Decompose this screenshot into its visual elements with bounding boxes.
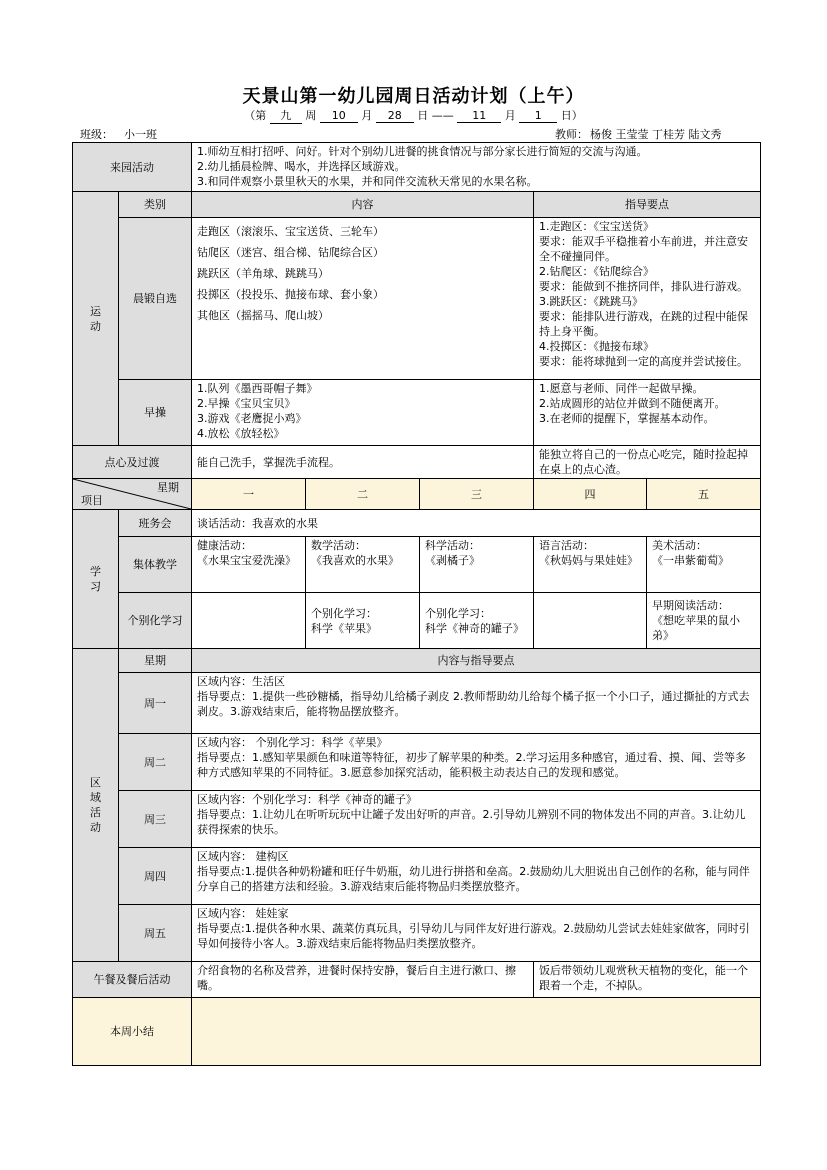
group-teaching-label: 集体教学	[119, 537, 192, 593]
area-day-header: 星期	[119, 649, 192, 673]
exercise-points	[534, 380, 761, 446]
guidance-line: 要求：能将球抛到一定的高度并尝试接住。	[539, 355, 748, 368]
week-prefix: （第	[244, 109, 267, 122]
start-day: 28	[376, 109, 414, 123]
morning-exercise-points	[534, 218, 761, 380]
lesson-name: 《水果宝宝爱洗澡》	[197, 554, 296, 567]
guidance-line: 1.愿意与老师、同伴一起做早操。	[539, 382, 704, 395]
lesson-type: 早期阅读活动：	[652, 599, 729, 612]
sports-points-header: 指导要点	[534, 192, 761, 218]
guidance-line: 3.跳跃区：《跳跳马》	[539, 295, 643, 308]
lesson-name: 《我喜欢的水果》	[311, 554, 399, 567]
group-lesson	[306, 537, 420, 593]
lesson-name: 科学《苹果》	[311, 621, 377, 635]
area-content: 区域内容：个别化学习：科学《神奇的罐子》	[197, 793, 417, 806]
study-label: 学习	[73, 510, 119, 649]
lesson-name: 《想吃苹果的鼠小弟》	[652, 614, 740, 642]
item-header-label: 项目	[81, 494, 103, 507]
plan-table	[72, 142, 761, 1066]
area-day: 周一	[119, 673, 192, 734]
arrival-line: 1.师幼互相打招呼、问好。针对个别幼儿进餐的挑食情况与部分家长进行简短的交流与沟通。	[197, 145, 648, 158]
guidance-line: 要求：能排队进行游戏，在跳的过程中能保持上身平衡。	[539, 310, 748, 338]
arrival-content	[192, 143, 761, 192]
area-points: 指导要点：1.感知苹果颜色和味道等特征，初步了解苹果的种类。2.学习运用多种感官，通过看、摸、闻、尝等多种方式感知苹果的不同特征。3.愿意参加探究活动，能积极主动表达自己的发现和感觉。	[197, 751, 746, 779]
individual-lesson	[306, 593, 420, 649]
summary-content[interactable]	[192, 998, 761, 1066]
snack-content: 能自己洗手，掌握洗手流程。	[192, 446, 534, 479]
snack-points: 能独立将自己的一份点心吃完，随时捡起掉在桌上的点心渣。	[534, 446, 761, 479]
end-month: 11	[457, 109, 501, 123]
end-day: 1	[519, 109, 557, 123]
morning-exercise-content	[192, 218, 534, 380]
day-tuesday: 二	[306, 479, 420, 510]
area-content: 区域内容：生活区	[197, 675, 285, 688]
exercise-zone: 钻爬区（迷宫、组合梯、钻爬综合区）	[197, 246, 384, 259]
arrival-line: 2.幼儿插晨检牌、喝水，并选择区域游戏。	[197, 160, 406, 173]
summary-label: 本周小结	[73, 998, 192, 1066]
morning-exercise-label: 晨锻自选	[119, 218, 192, 380]
exercise-zone: 跳跃区（羊角球、跳跳马）	[197, 267, 329, 280]
guidance-line: 要求：能双手平稳推着小车前进，并注意安全不碰撞同伴。	[539, 235, 748, 263]
day-monday: 一	[192, 479, 306, 510]
lesson-name: 《秋妈妈与果娃娃》	[539, 554, 638, 567]
lesson-name: 《一串紫葡萄》	[652, 554, 729, 567]
class-label: 班级：	[80, 128, 113, 141]
page-title: 天景山第一幼儿园周日活动计划（上午）	[242, 86, 585, 107]
week-range	[0, 107, 827, 124]
area-points: 指导要点:1.提供各种水果、蔬菜仿真玩具，引导幼儿与同伴友好进行游戏。2.鼓励幼儿尝试去娃娃家做客，同时引导如何接待小客人。3.游戏结束后能将物品归类摆放整齐。	[197, 922, 750, 950]
day-friday: 五	[647, 479, 761, 510]
lesson-type: 个别化学习：	[311, 606, 377, 620]
lunch-label: 午餐及餐后活动	[73, 962, 192, 998]
lesson-type: 个别化学习：	[425, 606, 491, 620]
exercise-zone: 其他区（摇摇马、爬山坡）	[197, 309, 329, 322]
arrival-line: 3.和同伴观察小景里秋天的水果，并和同伴交流秋天常见的水果名称。	[197, 175, 538, 188]
group-lesson	[192, 537, 306, 593]
guidance-line: 要求：能做到不推挤同伴，排队进行游戏。	[539, 280, 748, 293]
week-number: 九	[270, 107, 302, 124]
class-meeting-label: 班务会	[119, 510, 192, 537]
lunch-content: 介绍食物的名称及营养，进餐时保持安静，餐后自主进行漱口、擦嘴。	[192, 962, 534, 998]
sports-category-header: 类别	[119, 192, 192, 218]
area-content: 区域内容： 娃娃家	[197, 907, 289, 920]
lesson-type: 语言活动：	[539, 539, 594, 552]
individual-lesson	[420, 593, 534, 649]
area-day: 周五	[119, 905, 192, 962]
guidance-line: 3.在老师的提醒下，掌握基本动作。	[539, 412, 715, 425]
area-content: 区域内容： 建构区	[197, 850, 289, 863]
area-points: 指导要点：1.提供一些砂糖橘，指导幼儿给橘子剥皮 2.教师帮助幼儿给每个橘子抠一个小口子，通过撕扯的方式去剥皮。3.游戏结束后，能将物品摆放整齐。	[197, 690, 750, 718]
guidance-line: 1.走跑区：《宝宝送货》	[539, 220, 654, 233]
exercise-zone: 走跑区（滚滚乐、宝宝送货、三轮车）	[197, 225, 384, 238]
exercise-item: 4.放松《放轻松》	[197, 427, 285, 440]
guidance-line: 2.钻爬区：《钻爬综合》	[539, 265, 654, 278]
group-lesson	[647, 537, 761, 593]
group-lesson	[420, 537, 534, 593]
sports-label: 运动	[73, 192, 119, 446]
area-row	[192, 673, 761, 734]
week-suffix: 日）	[560, 109, 583, 122]
area-content: 区域内容： 个别化学习：科学《苹果》	[197, 736, 388, 749]
individual-learning-label: 个别化学习	[119, 593, 192, 649]
area-row	[192, 734, 761, 791]
area-day: 周四	[119, 848, 192, 905]
class-name: 小一班	[113, 126, 168, 143]
exercise-content	[192, 380, 534, 446]
month-word: 月	[361, 109, 373, 122]
lesson-name: 科学《神奇的罐子》	[425, 621, 524, 635]
individual-lesson	[534, 593, 647, 649]
area-row	[192, 848, 761, 905]
start-month: 10	[320, 109, 358, 123]
exercise-item: 2.早操《宝贝宝贝》	[197, 397, 296, 410]
day-wednesday: 三	[420, 479, 534, 510]
class-info	[80, 126, 168, 143]
sports-content-header: 内容	[192, 192, 534, 218]
arrival-label: 来园活动	[73, 143, 192, 192]
teacher-info	[555, 126, 724, 143]
area-row	[192, 791, 761, 848]
individual-lesson	[647, 593, 761, 649]
week-word: 周	[305, 109, 317, 122]
day-header-label: 星期	[157, 481, 179, 494]
lesson-name: 《剥橘子》	[425, 554, 480, 567]
guidance-line: 2.站成圆形的站位并做到不随便离开。	[539, 397, 726, 410]
exercise-item: 3.游戏《老鹰捉小鸡》	[197, 412, 307, 425]
group-lesson	[534, 537, 647, 593]
exercise-label: 早操	[119, 380, 192, 446]
area-day: 周二	[119, 734, 192, 791]
individual-lesson	[192, 593, 306, 649]
exercise-zone: 投掷区（投投乐、抛接布球、套小象）	[197, 288, 384, 301]
area-activity-label: 区域活动	[73, 649, 119, 962]
day-word: 日 ——	[417, 109, 454, 122]
teacher-names: 杨俊 王莹莹 丁桂芳 陆文秀	[590, 128, 722, 141]
area-points: 指导要点：1.让幼儿在听听玩玩中让罐子发出好听的声音。2.引导幼儿辨别不同的物体发出不同的声音。3.让幼儿获得探索的快乐。	[197, 808, 746, 836]
guidance-line: 4.投掷区：《抛接布球》	[539, 340, 654, 353]
lunch-points: 饭后带领幼儿观赏秋天植物的变化，能一个跟着一个走，不掉队。	[534, 962, 761, 998]
class-meeting-content: 谈话活动：我喜欢的水果	[192, 510, 761, 537]
month-word-2: 月	[504, 109, 516, 122]
lesson-type: 数学活动：	[311, 539, 366, 552]
area-points: 指导要点:1.提供各种奶粉罐和旺仔牛奶瓶，幼儿进行拼搭和垒高。2.鼓励幼儿大胆说出自己创作的名称，能与同伴分享自己的搭建方法和经验。3.游戏结束后能将物品归类摆放整齐。	[197, 865, 750, 893]
area-day: 周三	[119, 791, 192, 848]
teacher-label: 教师：	[555, 128, 588, 141]
lesson-type: 美术活动：	[652, 539, 707, 552]
exercise-item: 1.队列《墨西哥帽子舞》	[197, 382, 318, 395]
area-content-header: 内容与指导要点	[192, 649, 761, 673]
snack-label: 点心及过渡	[73, 446, 192, 479]
day-item-header	[73, 479, 192, 510]
lesson-type: 科学活动：	[425, 539, 480, 552]
day-thursday: 四	[534, 479, 647, 510]
lesson-type: 健康活动：	[197, 539, 252, 552]
area-row	[192, 905, 761, 962]
